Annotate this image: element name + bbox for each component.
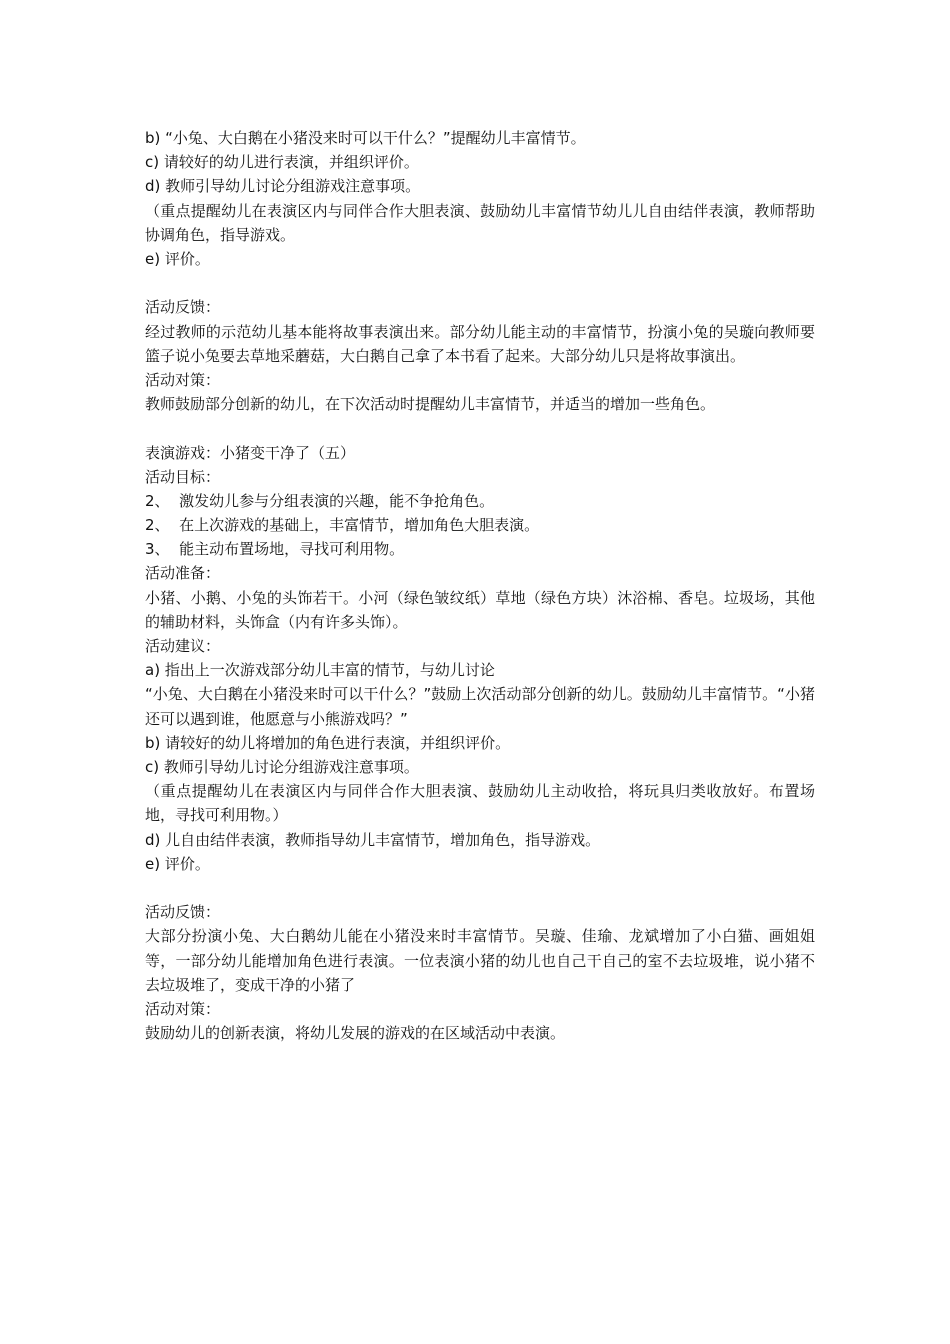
feedback-text: 大部分扮演小兔、大白鹅幼儿能在小猪没来时丰富情节。吴璇、佳瑜、龙斌增加了小白猫、画姐姐等，一部分幼儿能增加角色进行表演。一位表演小猪的幼儿也自己干自己的室不去垃圾堆，说小猪不去垃圾堆了，变成干净的小猪了: [145, 927, 815, 994]
goal-item: 2、 在上次游戏的基础上，丰富情节，增加角色大胆表演。: [145, 516, 540, 535]
strategy-text: 鼓励幼儿的创新表演，将幼儿发展的游戏的在区域活动中表演。: [145, 1024, 566, 1043]
strategy-heading: 活动对策：: [145, 370, 221, 389]
emphasis-note: （重点提醒幼儿在表演区内与同伴合作大胆表演、鼓励幼儿主动收拾，将玩具归类收放好。布置场地，寻找可利用物。）: [145, 782, 815, 825]
strategy-heading: 活动对策：: [145, 999, 221, 1018]
step-d: d) 教师引导幼儿讨论分组游戏注意事项。: [145, 177, 421, 196]
step-a-detail: “小兔、大白鹅在小猪没来时可以干什么？”鼓励上次活动部分创新的幼儿。鼓励幼儿丰富情节。“小猪还可以遇到谁，他愿意与小熊游戏吗？”: [145, 685, 815, 728]
spacer: [145, 271, 815, 295]
step-e: e) 评价。: [145, 249, 210, 268]
suggest-heading: 活动建议：: [145, 637, 221, 656]
goal-item: 2、 激发幼儿参与分组表演的兴趣，能不争抢角色。: [145, 491, 495, 510]
spacer: [145, 876, 815, 900]
step-d: d) 儿自由结伴表演，教师指导幼儿丰富情节，增加角色，指导游戏。: [145, 830, 601, 849]
feedback-text: 经过教师的示范幼儿基本能将故事表演出来。部分幼儿能主动的丰富情节，扮演小兔的吴璇向教师要篮子说小兔要去草地采蘑菇，大白鹅自己拿了本书看了起来。大部分幼儿只是将故事演出。: [145, 322, 815, 365]
step-e: e) 评价。: [145, 854, 210, 873]
spacer: [145, 416, 815, 440]
step-b: b) 请较好的幼儿将增加的角色进行表演，并组织评价。: [145, 733, 511, 752]
section-title: 表演游戏：小猪变干净了（五）: [145, 443, 356, 462]
prep-heading: 活动准备：: [145, 564, 221, 583]
goals-heading: 活动目标：: [145, 467, 221, 486]
step-b: b) “小兔、大白鹅在小猪没来时可以干什么？”提醒幼儿丰富情节。: [145, 129, 586, 147]
document-body: [145, 126, 815, 1045]
feedback-heading: 活动反馈：: [145, 903, 221, 922]
emphasis-note: （重点提醒幼儿在表演区内与同伴合作大胆表演、鼓励幼儿丰富情节幼儿儿自由结伴表演，教师帮助协调角色，指导游戏。: [145, 201, 815, 244]
step-c: c) 请较好的幼儿进行表演，并组织评价。: [145, 153, 419, 172]
step-c: c) 教师引导幼儿讨论分组游戏注意事项。: [145, 758, 419, 776]
prep-text: 小猪、小鹅、小兔的头饰若干。小河（绿色皱纹纸）草地（绿色方块）沐浴棉、香皂。垃圾场，其他的辅助材料，头饰盒（内有许多头饰）。: [145, 588, 815, 631]
goal-item: 3、 能主动布置场地，寻找可利用物。: [145, 540, 405, 559]
feedback-heading: 活动反馈：: [145, 298, 221, 317]
step-a: a) 指出上一次游戏部分幼儿丰富的情节，与幼儿讨论: [145, 661, 495, 680]
strategy-text: 教师鼓励部分创新的幼儿，在下次活动时提醒幼儿丰富情节，并适当的增加一些角色。: [145, 395, 716, 414]
